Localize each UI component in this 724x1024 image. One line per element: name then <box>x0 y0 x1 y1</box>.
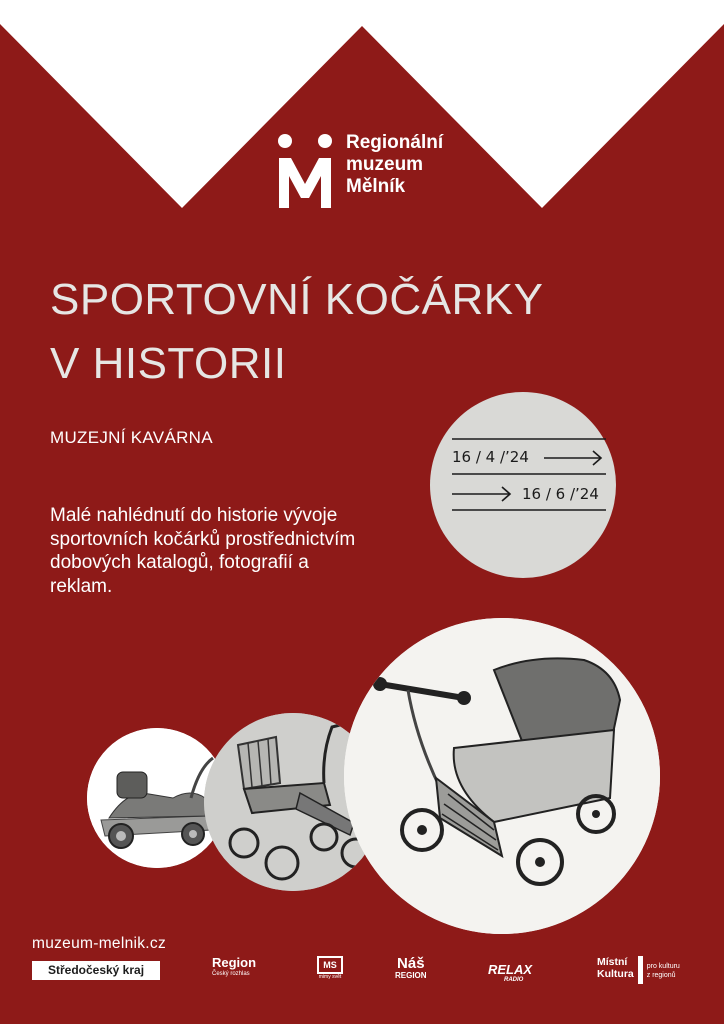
mistni-logo-sub: z regionů <box>646 972 676 979</box>
museum-name-line: Mělník <box>346 176 406 197</box>
nas-region-logo <box>395 956 427 981</box>
title-line-2: V HISTORII <box>50 339 287 388</box>
exhibition-title <box>50 268 690 396</box>
relax-radio-logo <box>488 962 532 983</box>
region-radio-logo <box>212 956 256 978</box>
relax-logo-text: RELAX <box>488 962 533 977</box>
mistni-kultura-logo <box>597 956 680 984</box>
mistni-logo-bar <box>638 956 643 984</box>
relax-logo-sub: RADIO <box>504 977 524 983</box>
region-logo-text: Region <box>212 955 257 970</box>
mistni-logo-line: Kultura <box>597 968 634 980</box>
museum-name-line: Regionální <box>346 132 444 153</box>
region-logo-sub: Český rozhlas <box>212 971 250 977</box>
museum-m-logo-icon <box>276 132 334 210</box>
vintage-pram-photo <box>344 618 660 934</box>
ms-logo <box>316 956 344 980</box>
museum-logo <box>276 132 443 210</box>
end-date: 16 / 6 /’24 <box>522 485 599 503</box>
museum-name-line: muzeum <box>346 154 424 175</box>
exhibition-description: Malé nahlédnutí do historie vývoje sportovních kočárků prostřednictvím dobových katalogů, fotografií a reklam. <box>50 505 356 597</box>
start-date: 16 / 4 /’24 <box>452 448 529 466</box>
stredocesky-kraj-logo: Středočeský kraj <box>32 961 160 980</box>
mistni-logo-sub: pro kulturu <box>646 963 680 970</box>
title-line-1: SPORTOVNÍ KOČÁRKY <box>50 275 544 324</box>
nas-logo-text: Náš <box>397 955 425 972</box>
arrow-right-icon <box>544 451 601 465</box>
website-link[interactable]: muzeum-melnik.cz <box>32 935 166 952</box>
venue-label: MUZEJNÍ KAVÁRNA <box>50 428 213 447</box>
nas-logo-sub: REGION <box>395 971 427 980</box>
ms-logo-text: MS <box>317 956 343 974</box>
mistni-logo-line: Místní <box>597 956 628 968</box>
ms-logo-sub: mimy svět <box>318 974 342 980</box>
arrow-right-icon <box>452 487 510 501</box>
museum-name <box>346 132 443 198</box>
